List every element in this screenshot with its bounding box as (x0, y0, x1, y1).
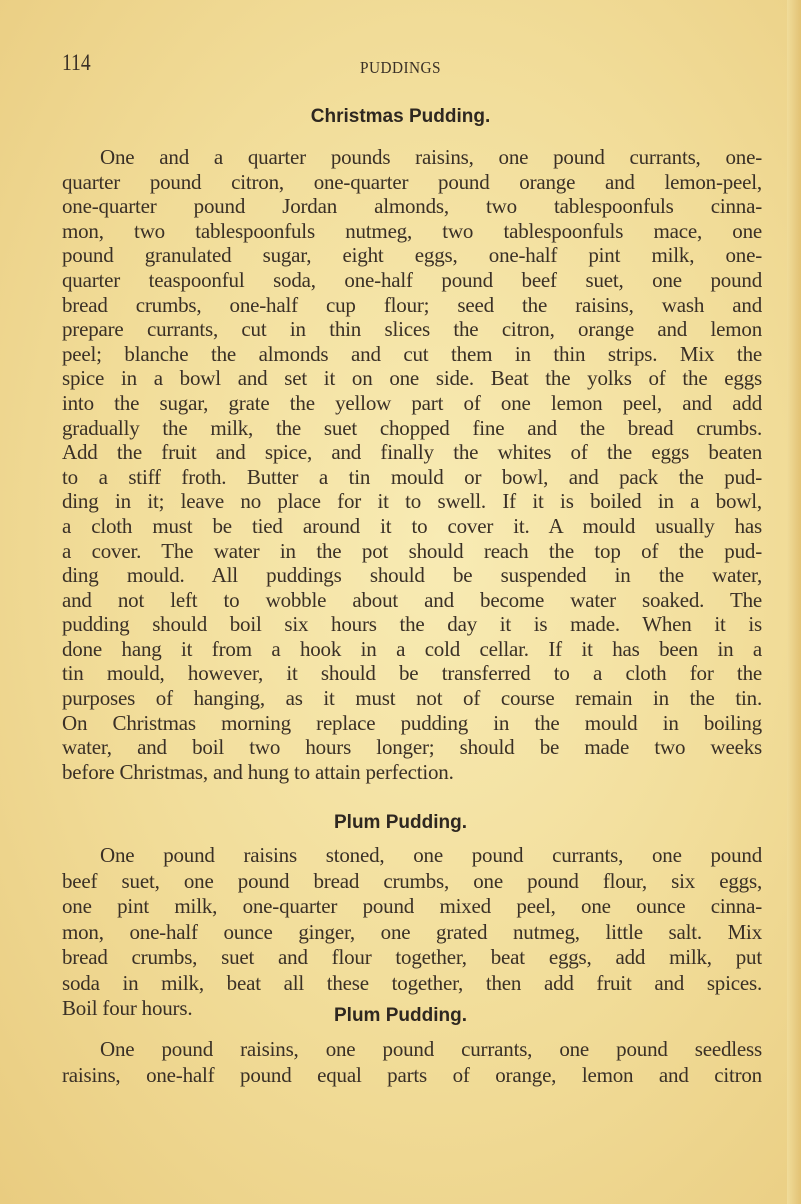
section-title-christmas-pudding: Christmas Pudding. (310, 106, 491, 127)
plum-pudding-2-text (62, 1037, 762, 1088)
christmas-pudding-text (62, 145, 762, 784)
text-line: to a stiff froth. Butter a tin mould or bowl, and pack the pud- (62, 464, 762, 489)
text-line: bread crumbs, suet and flour together, beat eggs, add milk, put (62, 945, 762, 969)
text-line: peel; blanche the almonds and cut them in thin strips. Mix the (62, 341, 762, 366)
text-line: and not left to wobble about and become water soaked. The (62, 587, 762, 612)
text-line: pound granulated sugar, eight eggs, one-half pint milk, one- (62, 243, 762, 268)
text-line: prepare currants, cut in thin slices the citron, orange and lemon (62, 317, 762, 342)
text-line: purposes of hanging, as it must not of course remain in the tin. (62, 686, 762, 711)
text-line: water, and boil two hours longer; should be made two weeks (62, 735, 762, 760)
section-title-plum-pudding-1: Plum Pudding. (334, 812, 467, 833)
text-line: ding in it; leave no place for it to swell. If it is boiled in a bowl, (62, 489, 762, 514)
text-line: a cover. The water in the pot should reach the top of the pud- (62, 538, 762, 563)
text-line: into the sugar, grate the yellow part of one lemon peel, and add (62, 390, 762, 415)
text-line: Add the fruit and spice, and finally the whites of the eggs beaten (62, 440, 762, 465)
text-line: raisins, one-half pound equal parts of orange, lemon and citron (62, 1062, 762, 1087)
section-title-plum-pudding-2: Plum Pudding. (334, 1005, 467, 1026)
running-head: PUDDINGS (360, 58, 441, 77)
page-number: 114 (62, 50, 91, 75)
text-line: On Christmas morning replace pudding in the mould in boiling (62, 710, 762, 735)
text-line: spice in a bowl and set it on one side. Beat the yolks of the eggs (62, 366, 762, 391)
text-line: mon, one-half ounce ginger, one grated nutmeg, little salt. Mix (62, 919, 762, 944)
text-line: One pound raisins stoned, one pound currants, one pound (100, 843, 762, 867)
text-line: one-quarter pound Jordan almonds, two tablespoonfuls cinna- (62, 194, 762, 219)
text-line: Boil four hours. (62, 996, 193, 1020)
plum-pudding-1-text (62, 843, 762, 1022)
text-line: One and a quarter pounds raisins, one pound currants, one- (100, 145, 762, 169)
text-line: gradually the milk, the suet chopped fine and the bread crumbs. (62, 415, 762, 440)
text-line: tin mould, however, it should be transferred to a cloth for the (62, 661, 762, 686)
text-line: done hang it from a hook in a cold cellar. If it has been in a (62, 636, 762, 661)
text-line: one pint milk, one-quarter pound mixed peel, one ounce cinna- (62, 894, 762, 918)
text-line: mon, two tablespoonfuls nutmeg, two tablespoonfuls mace, one (62, 218, 762, 243)
text-line: soda in milk, beat all these together, then add fruit and spices. (62, 970, 762, 995)
text-line: ding mould. All puddings should be suspended in the water, (62, 563, 762, 588)
text-line: One pound raisins, one pound currants, one pound seedless (100, 1037, 762, 1061)
text-line: quarter pound citron, one-quarter pound orange and lemon-peel, (62, 169, 762, 194)
text-line: bread crumbs, one-half cup flour; seed the raisins, wash and (62, 292, 762, 317)
text-line: a cloth must be tied around it to cover it. A mould usually has (62, 513, 762, 538)
text-line: pudding should boil six hours the day it is made. When it is (62, 612, 762, 637)
text-line: quarter teaspoonful soda, one-half pound beef suet, one pound (62, 267, 762, 292)
text-line: beef suet, one pound bread crumbs, one pound flour, six eggs, (62, 868, 762, 893)
text-line: before Christmas, and hung to attain perfection. (62, 759, 454, 784)
